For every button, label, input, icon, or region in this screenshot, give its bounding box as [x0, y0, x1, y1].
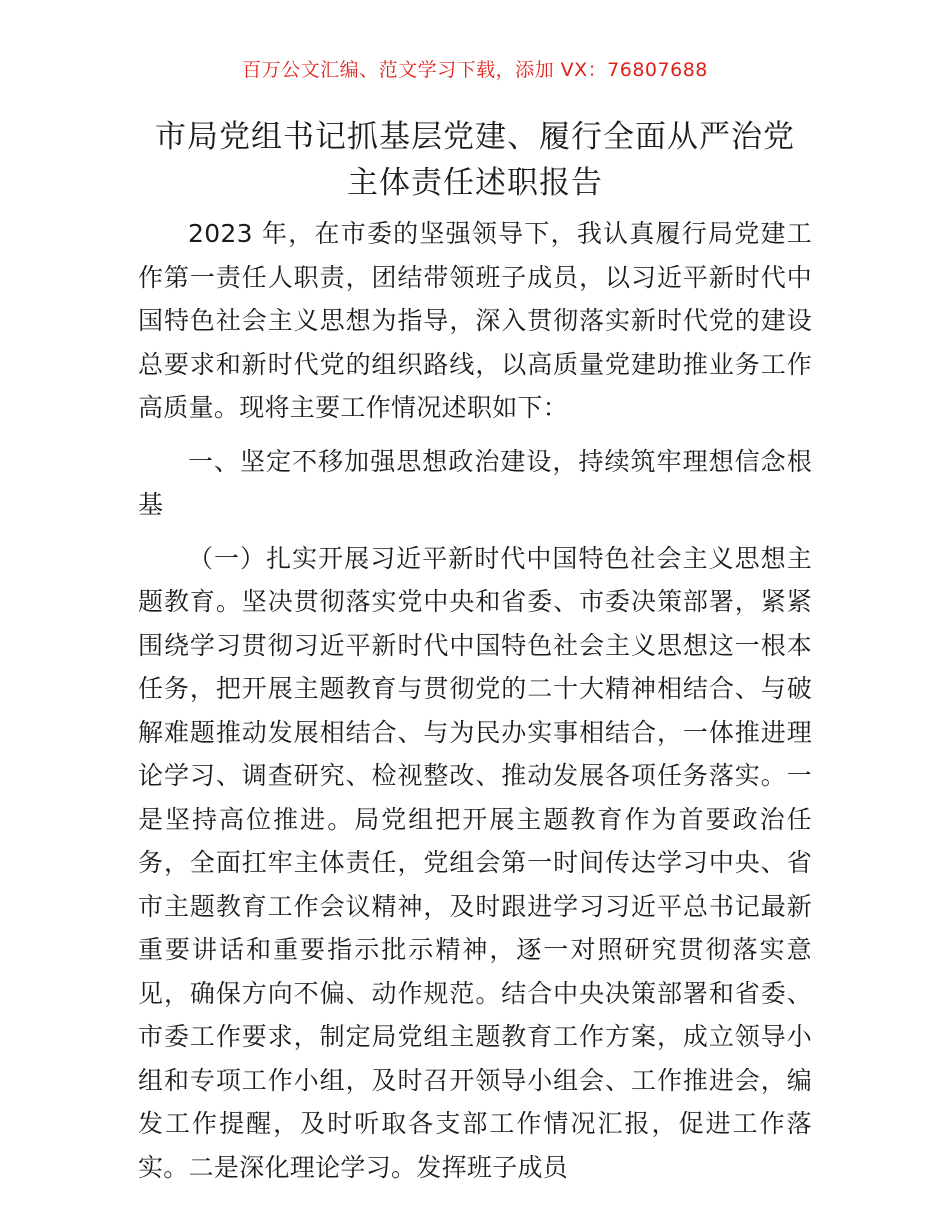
- intro-paragraph: 2023 年，在市委的坚强领导下，我认真履行局党建工作第一责任人职责，团结带领班子成员，以习近平新时代中国特色社会主义思想为指导，深入贯彻落实新时代党的建设总要求和新时代党的组织路线，以高质量党建助推业务工作高质量。现将主要工作情况述职如下：: [138, 219, 812, 422]
- promo-banner: 百万公文汇编、范文学习下载，添加 VX：76807688: [242, 59, 708, 81]
- document-title: [120, 114, 830, 206]
- section-heading-1: 一、坚定不移加强思想政治建设，持续筑牢理想信念根基: [138, 446, 812, 519]
- document-body: [138, 212, 812, 1189]
- subsection-paragraph-1: （一）扎实开展习近平新时代中国特色社会主义思想主题教育。坚决贯彻落实党中央和省委、市委决策部署，紧紧围绕学习贯彻习近平新时代中国特色社会主义思想这一根本任务，把开展主题教育与贯彻党的二十大精神相结合、与破解难题推动发展相结合、与为民办实事相结合，一体推进理论学习、调查研究、检视整改、推动发展各项任务落实。一是坚持高位推进。局党组把开展主题教育作为首要政治任务，全面扛牢主体责任，党组会第一时间传达学习中央、省市主题教育工作会议精神，及时跟进学习习近平总书记最新重要讲话和重要指示批示精神，逐一对照研究贯彻落实意见，确保方向不偏、动作规范。结合中央决策部署和省委、市委工作要求，制定局党组主题教育工作方案，成立领导小组和专项工作小组，及时召开领导小组会、工作推进会，编发工作提醒，及时听取各支部工作情况汇报，促进工作落实。二是深化理论学习。发挥班子成员: [138, 543, 812, 1182]
- title-line-2: 主体责任述职报告: [347, 165, 603, 201]
- title-line-1: 市局党组书记抓基层党建、履行全面从严治党: [155, 119, 795, 155]
